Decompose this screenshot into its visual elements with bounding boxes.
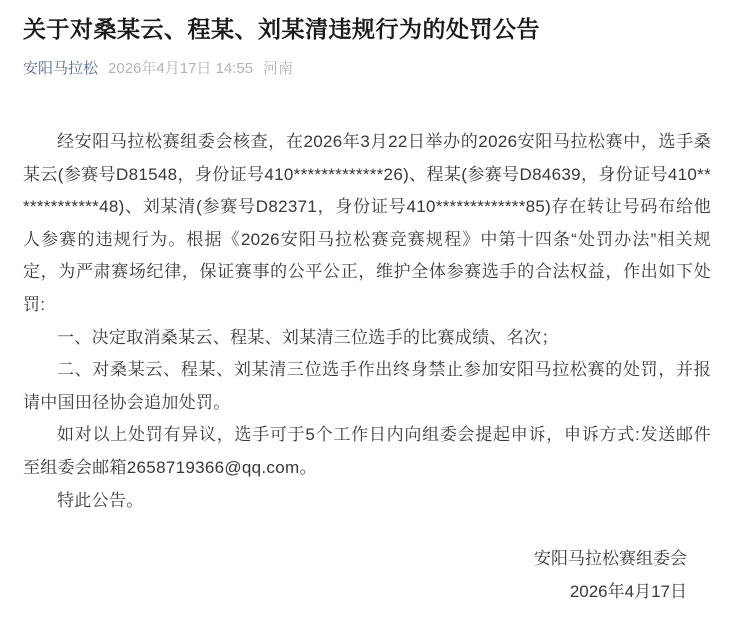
body-paragraph: 如对以上处罚有异议，选手可于5个工作日内向组委会提起申诉，申诉方式:发送邮件至组委会邮箱2658719366@qq.com。: [23, 425, 711, 477]
article-title: 关于对桑某云、程某、刘某清违规行为的处罚公告: [23, 16, 540, 42]
body-paragraph: 二、对桑某云、程某、刘某清三位选手作出终身禁止参加安阳马拉松赛的处罚，并报请中国田径协会追加处罚。: [23, 360, 711, 412]
article-meta: [23, 59, 711, 79]
signature-date: 2026年4月17日: [569, 581, 687, 601]
body-paragraph: 经安阳马拉松赛组委会核查，在2026年3月22日举办的2026安阳马拉松赛中，选手桑某云(参赛号D81548，身份证号410*************26)、程某(参赛号D84639，身份证号410*************48)、刘某清(参赛号D82371，身份证号410*************85)存在转让号码布给他人参赛的违规行为。根据《2026安阳马拉松赛竞赛规程》中第十四条“处罚办法”相关规定，为严肃赛场纪律，保证赛事的公平公正，维护全体参赛选手的合法权益，作出如下处罚:: [23, 132, 711, 314]
publish-time: 2026年4月17日 14:55: [108, 60, 254, 77]
publish-location: 河南: [263, 60, 294, 77]
account-name-link[interactable]: 安阳马拉松: [23, 60, 99, 77]
signature-org: 安阳马拉松赛组委会: [534, 549, 687, 569]
article-body: [23, 126, 711, 517]
body-paragraph: 一、决定取消桑某云、程某、刘某清三位选手的比赛成绩、名次；: [57, 327, 559, 347]
body-paragraph: 特此公告。: [57, 490, 144, 510]
signature-block: [23, 543, 711, 608]
